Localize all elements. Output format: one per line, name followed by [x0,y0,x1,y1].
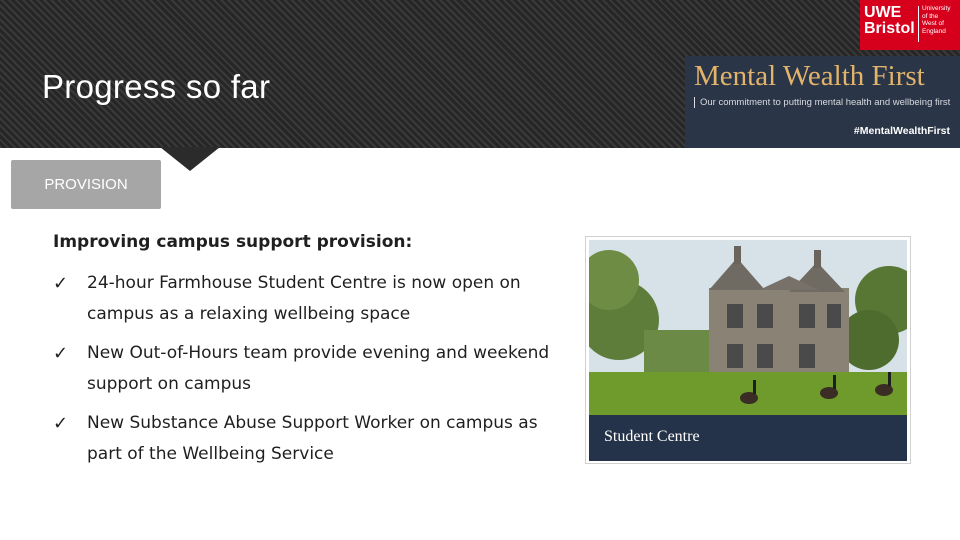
banner-hashtag: #MentalWealthFirst [853,125,950,137]
bullet-text: New Out-of-Hours team provide evening and weekend support on campus [87,343,550,394]
logo-small-line: University [922,5,951,12]
logo-small-line: West of [922,20,944,27]
slide-title: Progress so far [42,68,271,105]
list-item [53,268,573,330]
logo-small-line: of the [922,12,939,20]
banner-title: Mental Wealth First [694,60,925,92]
mental-wealth-first-banner [685,56,960,148]
checkmark-icon: ✓ [53,343,69,364]
logo-small-line: England [922,27,946,35]
content-block [53,232,573,478]
bullet-list [53,268,573,470]
uwe-bristol-logo [860,0,960,50]
header-notch [160,147,220,171]
caption-bar [589,415,907,461]
checkmark-icon: ✓ [53,273,69,294]
photo-caption: Student Centre [604,428,700,445]
banner-subtitle: Our commitment to putting mental health and wellbeing first [694,97,950,108]
bullet-text: New Substance Abuse Support Worker on campus as part of the Wellbeing Service [87,413,538,464]
section-tab-provision: PROVISION [11,160,161,209]
list-item [53,408,573,470]
logo-divider [918,6,919,42]
bullet-text: 24-hour Farmhouse Student Centre is now open on campus as a relaxing wellbeing space [87,273,521,324]
logo-word-bristol: Bristol [864,20,915,37]
checkmark-icon: ✓ [53,413,69,434]
building-illustration [589,240,907,418]
student-centre-photo [585,236,911,464]
logo-wordmark [864,5,915,37]
logo-word-uwe: UWE [864,4,902,21]
logo-university-text [922,5,951,35]
list-item [53,338,573,400]
content-heading: Improving campus support provision: [53,232,413,252]
